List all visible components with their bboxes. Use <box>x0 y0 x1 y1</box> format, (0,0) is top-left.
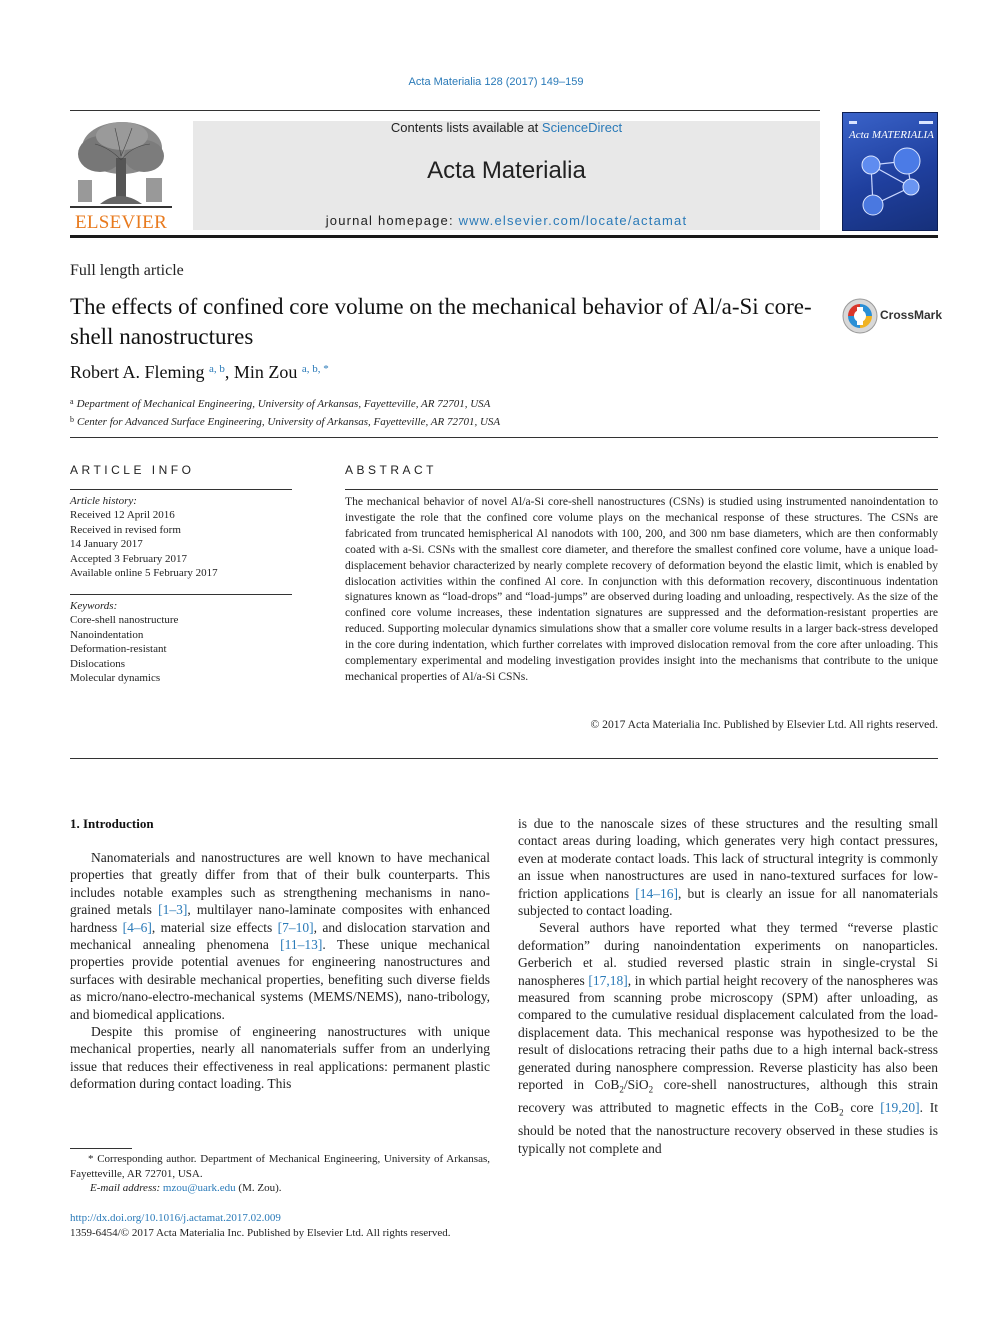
citation-link[interactable]: [7–10] <box>277 919 314 935</box>
subscript: 2 <box>839 1107 844 1118</box>
doi-link[interactable]: http://dx.doi.org/10.1016/j.actamat.2017.02.009 <box>70 1212 281 1224</box>
keyword-item[interactable]: Core-shell nanostructure <box>70 614 179 627</box>
body-paragraph: is due to the nanoscale sizes of these structures and the resulting small contact areas during loading, which generates very high contact pressures, even at moderate contact loads. This lack of structural integrity is commonly an issue when nanostructures are used in nano-textured surfaces for low-friction applications [14–16], but is clearly an issue for all nanomaterials subjected to contact loading. <box>518 816 938 919</box>
body-paragraph: Nanomaterials and nanostructures are well known to have mechanical properties that greatly differ from that of their bulk counterparts. This includes notable examples such as strengthening mechanisms in nano-grained metals [1–3], multilayer nano-laminate composites with enhanced hardness [4–6], material size effects [7–10], and dislocation starvation and mechanical annealing phenomena [11–13]. These unique mechanical properties provide potential avenues for engineering nanostructures and surfaces with desirable mechanical properties, benefiting such diverse fields as micro/nano-electro-mechanical systems (MEMS/NEMS), nano-tribology, and biomedical applications. <box>70 850 490 1022</box>
body-paragraph: Despite this promise of engineering nanostructures with unique mechanical properties, nearly all nanomaterials suffer from an underlying issue that reduces their effectiveness in real applications: permanent plastic deformation during contact loading. This <box>70 1024 490 1092</box>
footnote-rule <box>70 1148 132 1149</box>
abstract-text: The mechanical behavior of novel Al/a-Si core-shell nanostructures (CSNs) is studied using instrumented nanoindentation to investigate the role that the confined core volume plays on the mechanical response of these structures. The CSNs are fabricated from truncated hemispherical Al nanodots with 100, 200, and 300 nm base diameters, which are then conformably coated with a-Si. CSNs with the smallest core diameter, and therefore the smallest confined core volume, have a unique load-displacement behavior characterized by nearly complete recovery of deformation beyond the elastic limit, which is enabled by dislocation activities within the confined Al core. In conjunction with this deformation recovery, discontinuous indentation signatures known as “load-drops” and “load-jumps” are observed during loading and unloading, respectively. As the size of the confined core volume increases, these indentation signatures are suppressed and the deformation-resistant properties are reduced. Supporting molecular dynamics simulations show that a smaller core volume results in a larger back-stress developed in the core during indentation, which further correlates with improved dislocation removal from the core after unloading. This complementary experimental and modeling investigation provides insight into the mechanisms that contribute to the unique mechanical properties of Al/a-Si CSNs. <box>345 495 938 683</box>
article-type: Full length article <box>70 262 184 279</box>
affiliation-item: $^a$ Department of Mechanical Engineering, University of Arkansas, Fayetteville, AR 72701, USA <box>70 397 491 410</box>
keyword-item[interactable]: Dislocations <box>70 657 125 670</box>
keyword-item[interactable]: Molecular dynamics <box>70 672 161 685</box>
body-column-left <box>70 849 490 1093</box>
abstract-heading: ABSTRACT <box>345 463 438 477</box>
citation-link[interactable]: [11–13] <box>280 937 323 953</box>
contents-line: Contents lists available at ScienceDirect <box>390 120 623 135</box>
email-suffix: (M. Zou). <box>235 1182 282 1194</box>
author-affiliation-marker[interactable]: a, b, * <box>301 363 329 375</box>
journal-cover[interactable] <box>842 112 938 231</box>
body-paragraph: Several authors have reported what they termed “reverse plastic deformation” during nanoindentation experiments on nanoparticles. Gerberich et al. studied reversed plastic strain in single-crystal Si nanospheres [17,18], in which partial height recovery of the nanospheres was measured from scanning probe microscopy (SPM) after unloading, as compared to the cumulative residual displacement calculated from the load-displacement data. This mechanical response was hypothesized to be the result of dislocations retracing their paths due to a high internal back-stress generated during nanosphere compression. Reverse plasticity has also been reported in CoB$_2$/SiO$_2$ core-shell nanostructures, although this strain recovery was attributed to magnetic effects in the CoB$_2$ core [19,20]. It should be noted that the nanostructure recovery observed in these studies is typically not complete and <box>518 920 939 1156</box>
homepage-line: journal homepage: www.elsevier.com/locate/actamat <box>325 213 688 228</box>
history-item: 14 January 2017 <box>70 538 143 551</box>
history-item: Received 12 April 2016 <box>70 509 175 522</box>
author-separator: , <box>224 362 234 382</box>
history-item: Accepted 3 February 2017 <box>70 552 187 565</box>
keywords-label: Keywords: <box>70 600 118 612</box>
affiliation-item: $^b$ Center for Advanced Surface Engineering, University of Arkansas, Fayetteville, AR 72701, USA <box>70 415 501 428</box>
citation-link[interactable]: [19,20] <box>880 1100 920 1116</box>
crossmark-label[interactable]: CrossMark <box>880 308 943 322</box>
citation-link[interactable]: [14–16] <box>635 885 678 901</box>
body-column-right <box>518 815 938 1157</box>
subscript: 2 <box>619 1084 624 1095</box>
author-name[interactable]: Min Zou <box>233 362 298 382</box>
history-item: Available online 5 February 2017 <box>70 567 218 580</box>
keywords-rule <box>70 594 292 595</box>
author-list <box>70 362 329 383</box>
corresponding-author-footnote <box>70 1152 490 1196</box>
affiliations <box>70 394 500 430</box>
article-title: The effects of confined core volume on the mechanical behavior of Al/a-Si core-shell nanostructures <box>70 294 812 349</box>
homepage-link[interactable]: www.elsevier.com/locate/actamat <box>458 213 688 228</box>
keyword-item[interactable]: Nanoindentation <box>70 628 144 641</box>
abstract-copyright: © 2017 Acta Materialia Inc. Published by Elsevier Ltd. All rights reserved. <box>590 718 938 731</box>
citation-link[interactable]: [1–3] <box>158 902 188 918</box>
elsevier-wordmark: ELSEVIER <box>74 212 168 233</box>
header-rule <box>70 110 820 111</box>
section-rule <box>70 437 938 438</box>
citation-link[interactable]: [17,18] <box>588 972 628 988</box>
keyword-item[interactable]: Deformation-resistant <box>70 643 167 656</box>
cover-network-icon <box>843 113 938 231</box>
article-history <box>70 494 292 580</box>
sciencedirect-link[interactable]: ScienceDirect <box>541 120 623 135</box>
footnote-text: Corresponding author. Department of Mechanical Engineering, University of Arkansas, Fayetteville, AR 72701, USA. <box>70 1153 490 1180</box>
abstract-bottom-rule <box>70 758 938 759</box>
email-link[interactable]: mzou@uark.edu <box>162 1182 236 1194</box>
article-info-rule <box>70 489 292 490</box>
article-info-heading: ARTICLE INFO <box>70 463 195 477</box>
article-history-label: Article history: <box>70 495 137 507</box>
author-affiliation-marker[interactable]: a, b <box>209 363 225 375</box>
journal-citation[interactable]: Acta Materialia 128 (2017) 149–159 <box>408 76 584 88</box>
history-item: Received in revised form <box>70 523 181 536</box>
section-heading-introduction: 1. Introduction <box>70 816 154 831</box>
keywords-block <box>70 599 292 685</box>
citation-link[interactable]: [4–6] <box>122 919 152 935</box>
subscript: 2 <box>648 1084 654 1095</box>
journal-name: Acta Materialia <box>427 157 586 184</box>
email-label: E-mail address: <box>90 1182 161 1194</box>
header-rule-thick <box>70 235 938 238</box>
author-name[interactable]: Robert A. Fleming <box>70 362 205 382</box>
abstract-rule <box>345 489 938 490</box>
cover-title: Acta MATERIALIA <box>849 129 934 141</box>
issn-line: 1359-6454/© 2017 Acta Materialia Inc. Published by Elsevier Ltd. All rights reserved. <box>70 1227 451 1239</box>
footnote-marker: * <box>88 1153 94 1165</box>
